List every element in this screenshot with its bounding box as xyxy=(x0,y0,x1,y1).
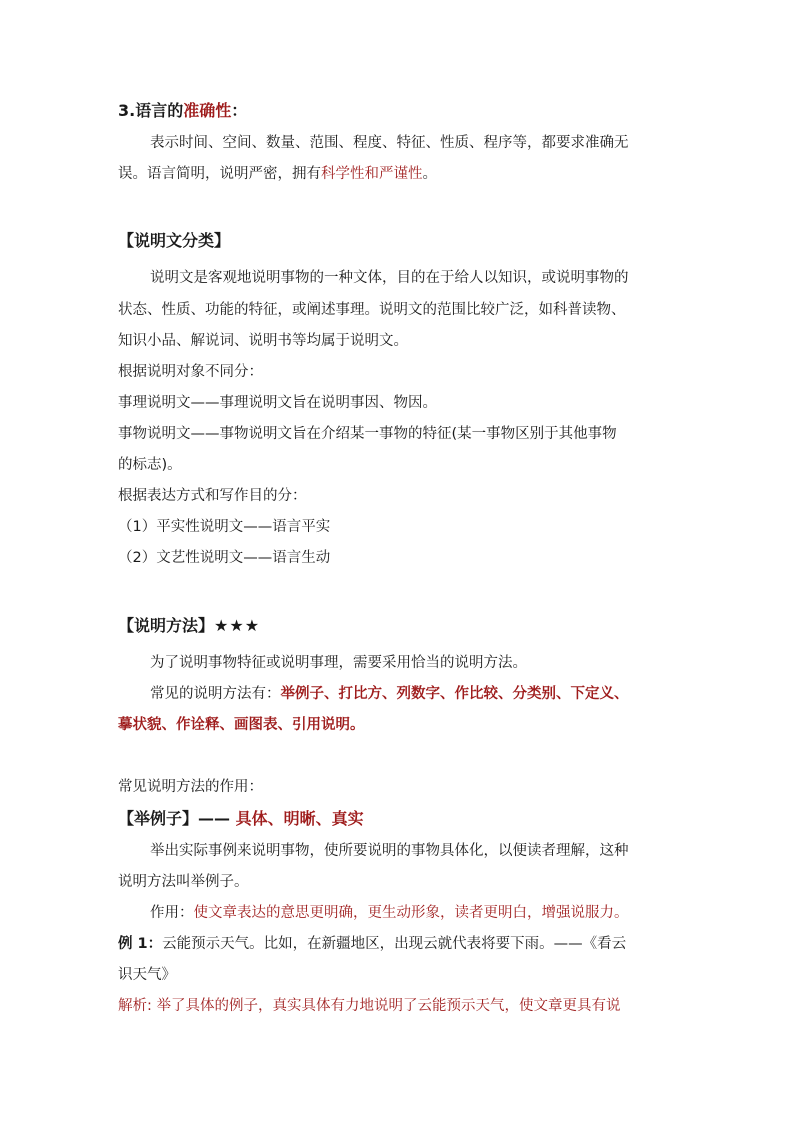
paragraph-line: 说明方法叫举例子。 xyxy=(118,874,249,890)
paragraph-line xyxy=(150,903,629,923)
paragraph-line: 知识小品、解说词、说明书等均属于说明文。 xyxy=(118,333,408,349)
text: 。 xyxy=(422,166,437,182)
example-label: 例 1： xyxy=(118,936,163,952)
heading-highlight: 准确性 xyxy=(183,101,232,120)
analysis-label: 解析: xyxy=(118,998,157,1014)
paragraph-line: 表示时间、空间、数量、范围、程度、特征、性质、程序等，都要求准确无 xyxy=(150,135,629,151)
paragraph-line: 的标志)。 xyxy=(118,457,182,473)
methods-heading xyxy=(118,616,260,636)
section-3-heading xyxy=(118,101,247,121)
paragraph-line: 摹状貌、作诠释、画图表、引用说明。 xyxy=(118,717,365,733)
highlight-text: 使文章表达的意思更明确，更生动形象，读者更明白，增强说服力。 xyxy=(193,905,629,921)
paragraph-line: 为了说明事物特征或说明事理，需要采用恰当的说明方法。 xyxy=(150,655,527,671)
text: 误。语言简明，说明严密，拥有 xyxy=(118,166,321,182)
paragraph-line: 说明文是客观地说明事物的一种文体，目的在于给人以知识，或说明事物的 xyxy=(150,270,629,286)
paragraph-line: 根据说明对象不同分： xyxy=(118,364,263,380)
paragraph-line: 状态、性质、功能的特征，或阐述事理。说明文的范围比较广泛，如科普读物、 xyxy=(118,302,626,318)
paragraph-line: 识天气》 xyxy=(118,967,176,983)
classification-heading: 【说明文分类】 xyxy=(118,231,231,250)
star-rating-icon: ★★★ xyxy=(214,616,261,635)
highlight-text: 科学性和严谨性 xyxy=(321,166,423,182)
heading-text: 【说明方法】 xyxy=(118,616,215,635)
paragraph-line xyxy=(118,934,626,954)
paragraph-line xyxy=(118,164,437,184)
list-item: （1）平实性说明文——语言平实 xyxy=(118,519,331,535)
paragraph-line: 事物说明文——事物说明文旨在介绍某一事物的特征(某一事物区别于其他事物 xyxy=(118,426,617,442)
heading-text: 【举例子】—— xyxy=(118,809,231,828)
text: 云能预示天气。比如，在新疆地区，出现云就代表将要下雨。——《看云 xyxy=(162,936,627,952)
paragraph-line xyxy=(118,996,621,1016)
heading-colon: ： xyxy=(231,101,248,120)
highlight-text: 举了具体的例子，真实具体有力地说明了云能预示天气，使文章更具有说 xyxy=(156,998,621,1014)
paragraph-line: 举出实际事例来说明事物，使所要说明的事物具体化，以便读者理解，这种 xyxy=(150,843,629,859)
paragraph-line xyxy=(150,684,629,704)
highlight-text: 举例子、打比方、列数字、作比较、分类别、下定义、 xyxy=(280,686,629,702)
paragraph-line: 根据表达方式和写作目的分： xyxy=(118,488,307,504)
example-method-heading xyxy=(118,809,364,829)
list-item: （2）文艺性说明文——语言生动 xyxy=(118,550,331,566)
paragraph-line: 常见说明方法的作用： xyxy=(118,779,263,795)
paragraph-line: 事理说明文——事理说明文旨在说明事因、物因。 xyxy=(118,395,437,411)
heading-text: 3.语言的 xyxy=(118,101,184,120)
text: 作用： xyxy=(150,905,194,921)
text: 常见的说明方法有： xyxy=(150,686,281,702)
heading-highlight: 具体、明晰、真实 xyxy=(230,809,364,828)
